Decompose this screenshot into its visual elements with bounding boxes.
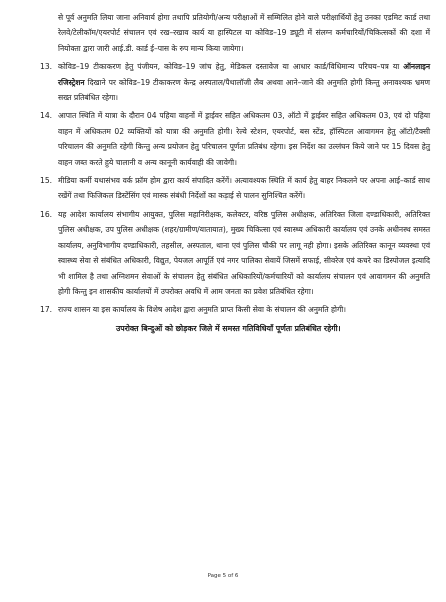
item-text: यह आदेश कार्यालय संभागीय आयुक्त, पुलिस महानिरीक्षक, कलेक्टर, वरिष्ठ पुलिस अधीक्षक, अतिरिक्त जिला दण्डाधिकारी, अतिरिक्त पुलिस अधीक्षक, उप पुलिस अधीक्षक (शहर/ग्रामीण/यातायात), मुख्य चिकित्सा एवं स्वास्थ्य अधिकारी कार्यालय एवं उनके अधीनस्थ समस्त कार्यालय, अनुविभागीय दण्डाधिकारी, तहसील, अस्पताल, थाना एवं पुलिस चौकी पर लागू नही होगा। इसके अतिरिक्त कानून व्यवस्था एवं स्वास्थ्य सेवा से संबंधित अधिकारी, विद्युत, पेयजल आपूर्ति एवं नगर पालिका सेवायें जिसमें सफाई, सीवरेज एवं कचरे का डिस्पोजल इत्यादि भी शामिल है तथा अग्निशमन सेवाओं के संचालन हेतु संबंधित अधिकारियों/कर्मचारियों को कार्यालय संचालन एवं आवागमन की अनुमति होगी किन्तु इन शासकीय कार्यालयों में उपरोक्त अवधि में आम जनता का प्रवेश प्रतिबंधित रहेगा। [58, 209, 430, 296]
page-footer: Page 5 of 6 [207, 573, 239, 579]
item-number: 17. [40, 305, 53, 315]
list-item-13 [40, 59, 430, 105]
final-statement: उपरोक्त बिन्दुओं को छोड़कर जिले में समस्त गतिविधियाँ पूर्णतः प्रतिबंधित रहेगी। [116, 323, 341, 333]
item-text: आपात स्थिति में यात्रा के दौरान 04 पहिया वाहनों में ड्राईवर सहित अधिकतम 03, ऑटो में ड्राईवर सहित अधिकतम 03, एवं दो पहिया वाहन में अधिकतम 02 व्यक्तियों को यात्रा की अनुमति होगी। रेल्वे स्टेशन, एयरपोर्ट, बस स्टेंड, हॉस्पिटल आवागमन हेतु ऑटो/टैक्सी परिचालन की अनुमति रहेगी किन्तु अन्य प्रयोजन हेतु परिचालन पूर्णतः प्रतिबंध रहेगा। इस निर्देश का उल्लंघन किये जाने पर 15 दिवस हेतु वाहन जब्त करते हुये चालानी व अन्य कानूनी कार्यवाही की जावेगी। [58, 111, 430, 167]
list-item-15 [40, 173, 430, 204]
list-item-16 [40, 207, 430, 299]
item-text: कोविड–19 टीकाकरण हेतु पंजीयन, कोविड–19 जांच हेतु, मेडिकल दस्तावेज या आधार कार्ड/विधिमान्य परिचय–पत्र या ऑनलाइन रजिस्ट्रेशन दिखाने पर कोविड–19 टीकाकरण केन्द्र अस्पताल/पैथालॉजी लैब अथवा आने–जाने की अनुमति होगी किन्तु अनावश्यक भ्रमण सख्त प्रतिबंधित रहेगा। [58, 62, 430, 103]
item-text: राज्य शासन या इस कार्यालय के विशेष आदेश द्वारा अनुमति प्राप्त किसी सेवा के संचालन की अनुमति होगी। [58, 305, 346, 315]
online-registration-bold: ऑनलाइन रजिस्ट्रेशन [58, 62, 430, 87]
item-number: 13. [40, 62, 53, 72]
intro-paragraph: से पूर्व अनुमति लिया जाना अनिवार्य होगा तथापि प्रतियोगी/अन्य परीक्षाओं में सम्मिलित होने वाले परीक्षार्थियों हेतु उनका एडमिट कार्ड तथा रेलवे/टेलीकॉम/एयरपोर्ट संचालन एवं रख–रखाव कार्य या हास्पिटल या कोविड–19 ड्यूटी में संलग्न कर्मचारियों/चिकित्सकों की दशा में नियोक्ता द्वारा जारी आई.डी. कार्ड ई–पास के रुप मान्य किया जायेगा। [58, 13, 430, 53]
list-item-14 [40, 108, 430, 170]
item-text: मीडिया कर्मी यथासंभव वर्क फ्रॉम होम द्वारा कार्य संपादित करेंगें। अत्यावश्यक स्थिति में कार्य हेतु बाहर निकलने पर अपना आई–कार्ड साथ रखेंगें तथा फिजिकल डिस्टेंसिंग एवं मास्क संबंधी निर्देशों का कड़ाई से पालन सुनिश्चित करेंगें। [58, 176, 430, 201]
list-item-17 [40, 302, 430, 317]
item-number: 15. [40, 176, 53, 186]
item-number: 14. [40, 111, 53, 121]
item-number: 16. [40, 209, 53, 219]
